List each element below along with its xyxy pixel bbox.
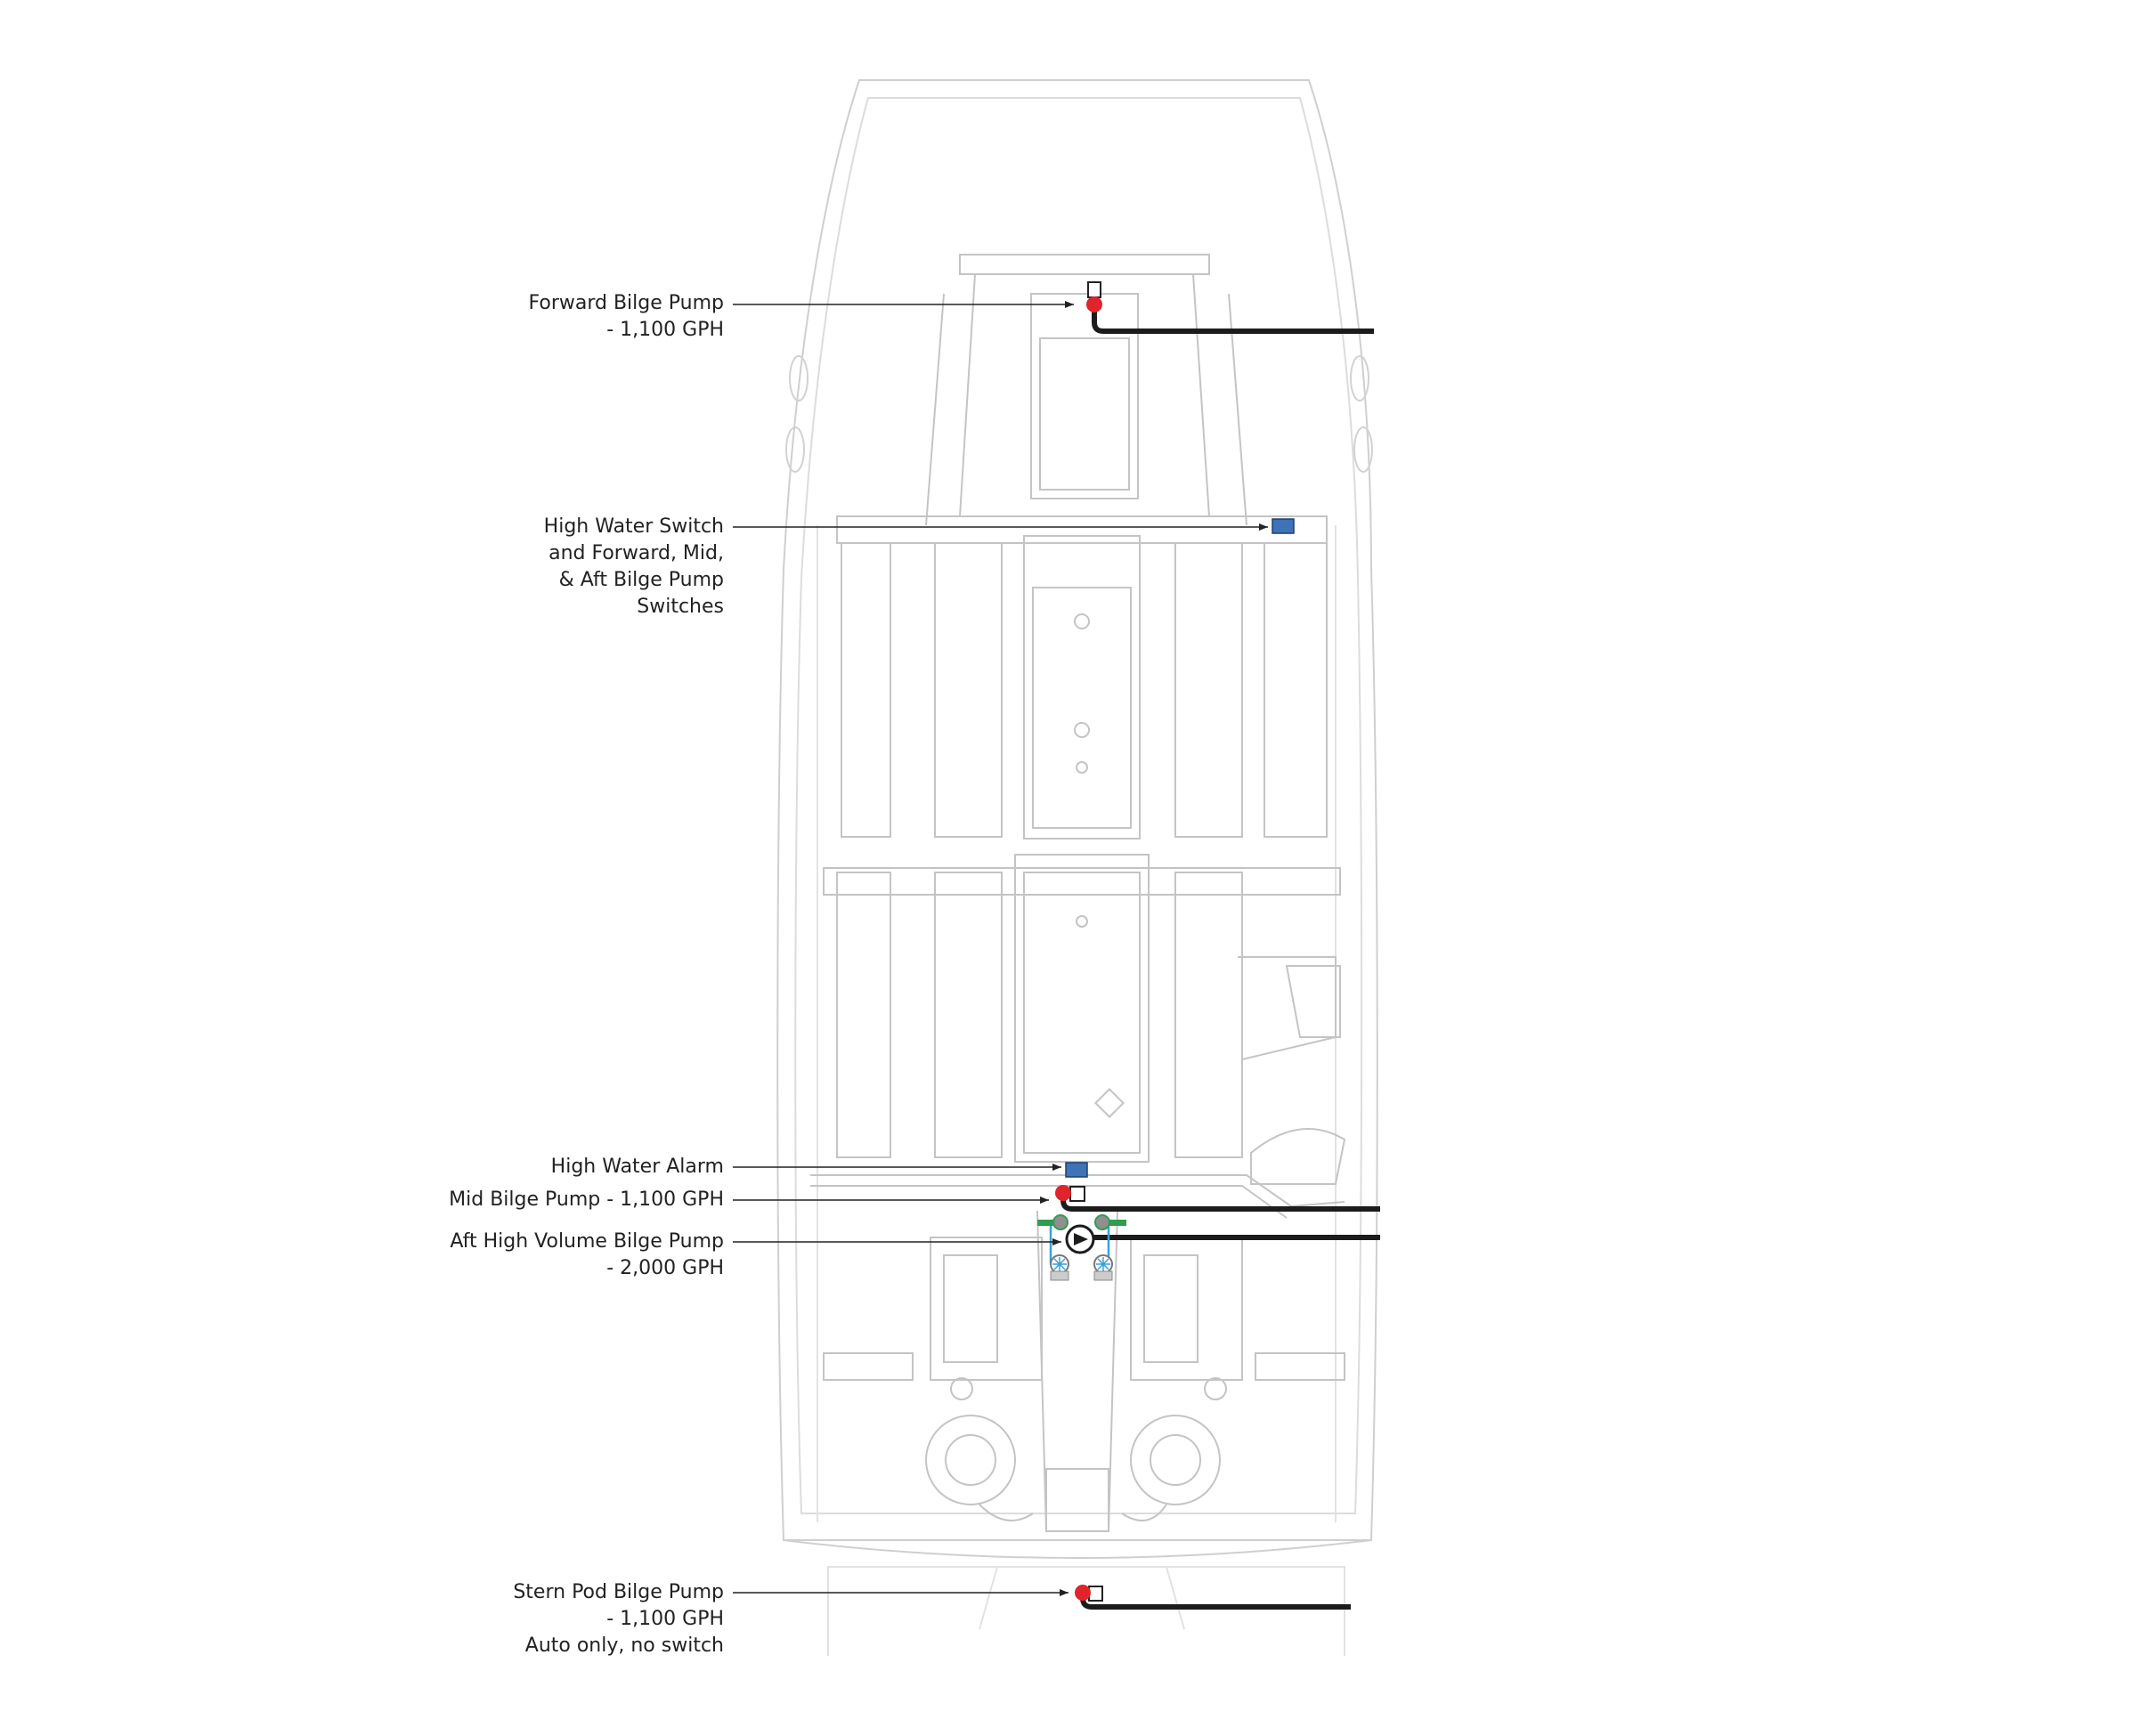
- stern-pod-pump-box: [1089, 1586, 1102, 1601]
- label-line: Switches: [637, 596, 724, 618]
- label-line: High Water Switch: [543, 515, 724, 538]
- aft-pump-assembly: [1037, 1215, 1126, 1280]
- high-water-switch-marker: [1272, 519, 1294, 533]
- label-line: High Water Alarm: [550, 1156, 724, 1178]
- deck-structure: [810, 255, 1345, 1531]
- label-line: Aft High Volume Bilge Pump: [450, 1230, 724, 1253]
- left-valve: [1053, 1215, 1068, 1229]
- stern-pod-bilge-pump-label: [513, 1579, 724, 1659]
- label-line: - 1,100 GPH: [606, 319, 724, 341]
- stern-pod-bilge-pump-marker: [1075, 1585, 1091, 1601]
- discharge-hoses: [1063, 304, 1380, 1607]
- label-line: Stern Pod Bilge Pump: [513, 1581, 724, 1603]
- forward-bilge-pump-label: [529, 290, 725, 344]
- label-line: & Aft Bilge Pump: [558, 569, 724, 591]
- high-water-switch-label: [544, 514, 724, 621]
- high-water-alarm-label: [551, 1154, 724, 1180]
- label-line: - 1,100 GPH: [606, 1608, 724, 1630]
- label-line: Mid Bilge Pump - 1,100 GPH: [449, 1188, 724, 1211]
- stern-pod-hose: [1083, 1587, 1351, 1607]
- aft-bilge-pump-label: [450, 1229, 724, 1282]
- label-line: and Forward, Mid,: [548, 542, 724, 564]
- mid-pump-hose: [1063, 1188, 1380, 1209]
- label-line: Auto only, no switch: [524, 1635, 724, 1657]
- forward-pump-box: [1088, 282, 1101, 297]
- mid-bilge-pump-label: [449, 1187, 724, 1213]
- mid-pump-box: [1070, 1187, 1085, 1201]
- leader-lines: [733, 304, 1268, 1593]
- mid-bilge-pump-marker: [1055, 1185, 1071, 1201]
- forward-bilge-pump-marker: [1086, 296, 1102, 312]
- label-line: Forward Bilge Pump: [528, 292, 724, 314]
- hull-side-windows: [786, 356, 1372, 472]
- high-water-alarm-marker: [1066, 1163, 1087, 1177]
- forward-pump-hose: [1094, 304, 1374, 331]
- label-line: - 2,000 GPH: [606, 1257, 724, 1279]
- right-valve: [1095, 1215, 1109, 1229]
